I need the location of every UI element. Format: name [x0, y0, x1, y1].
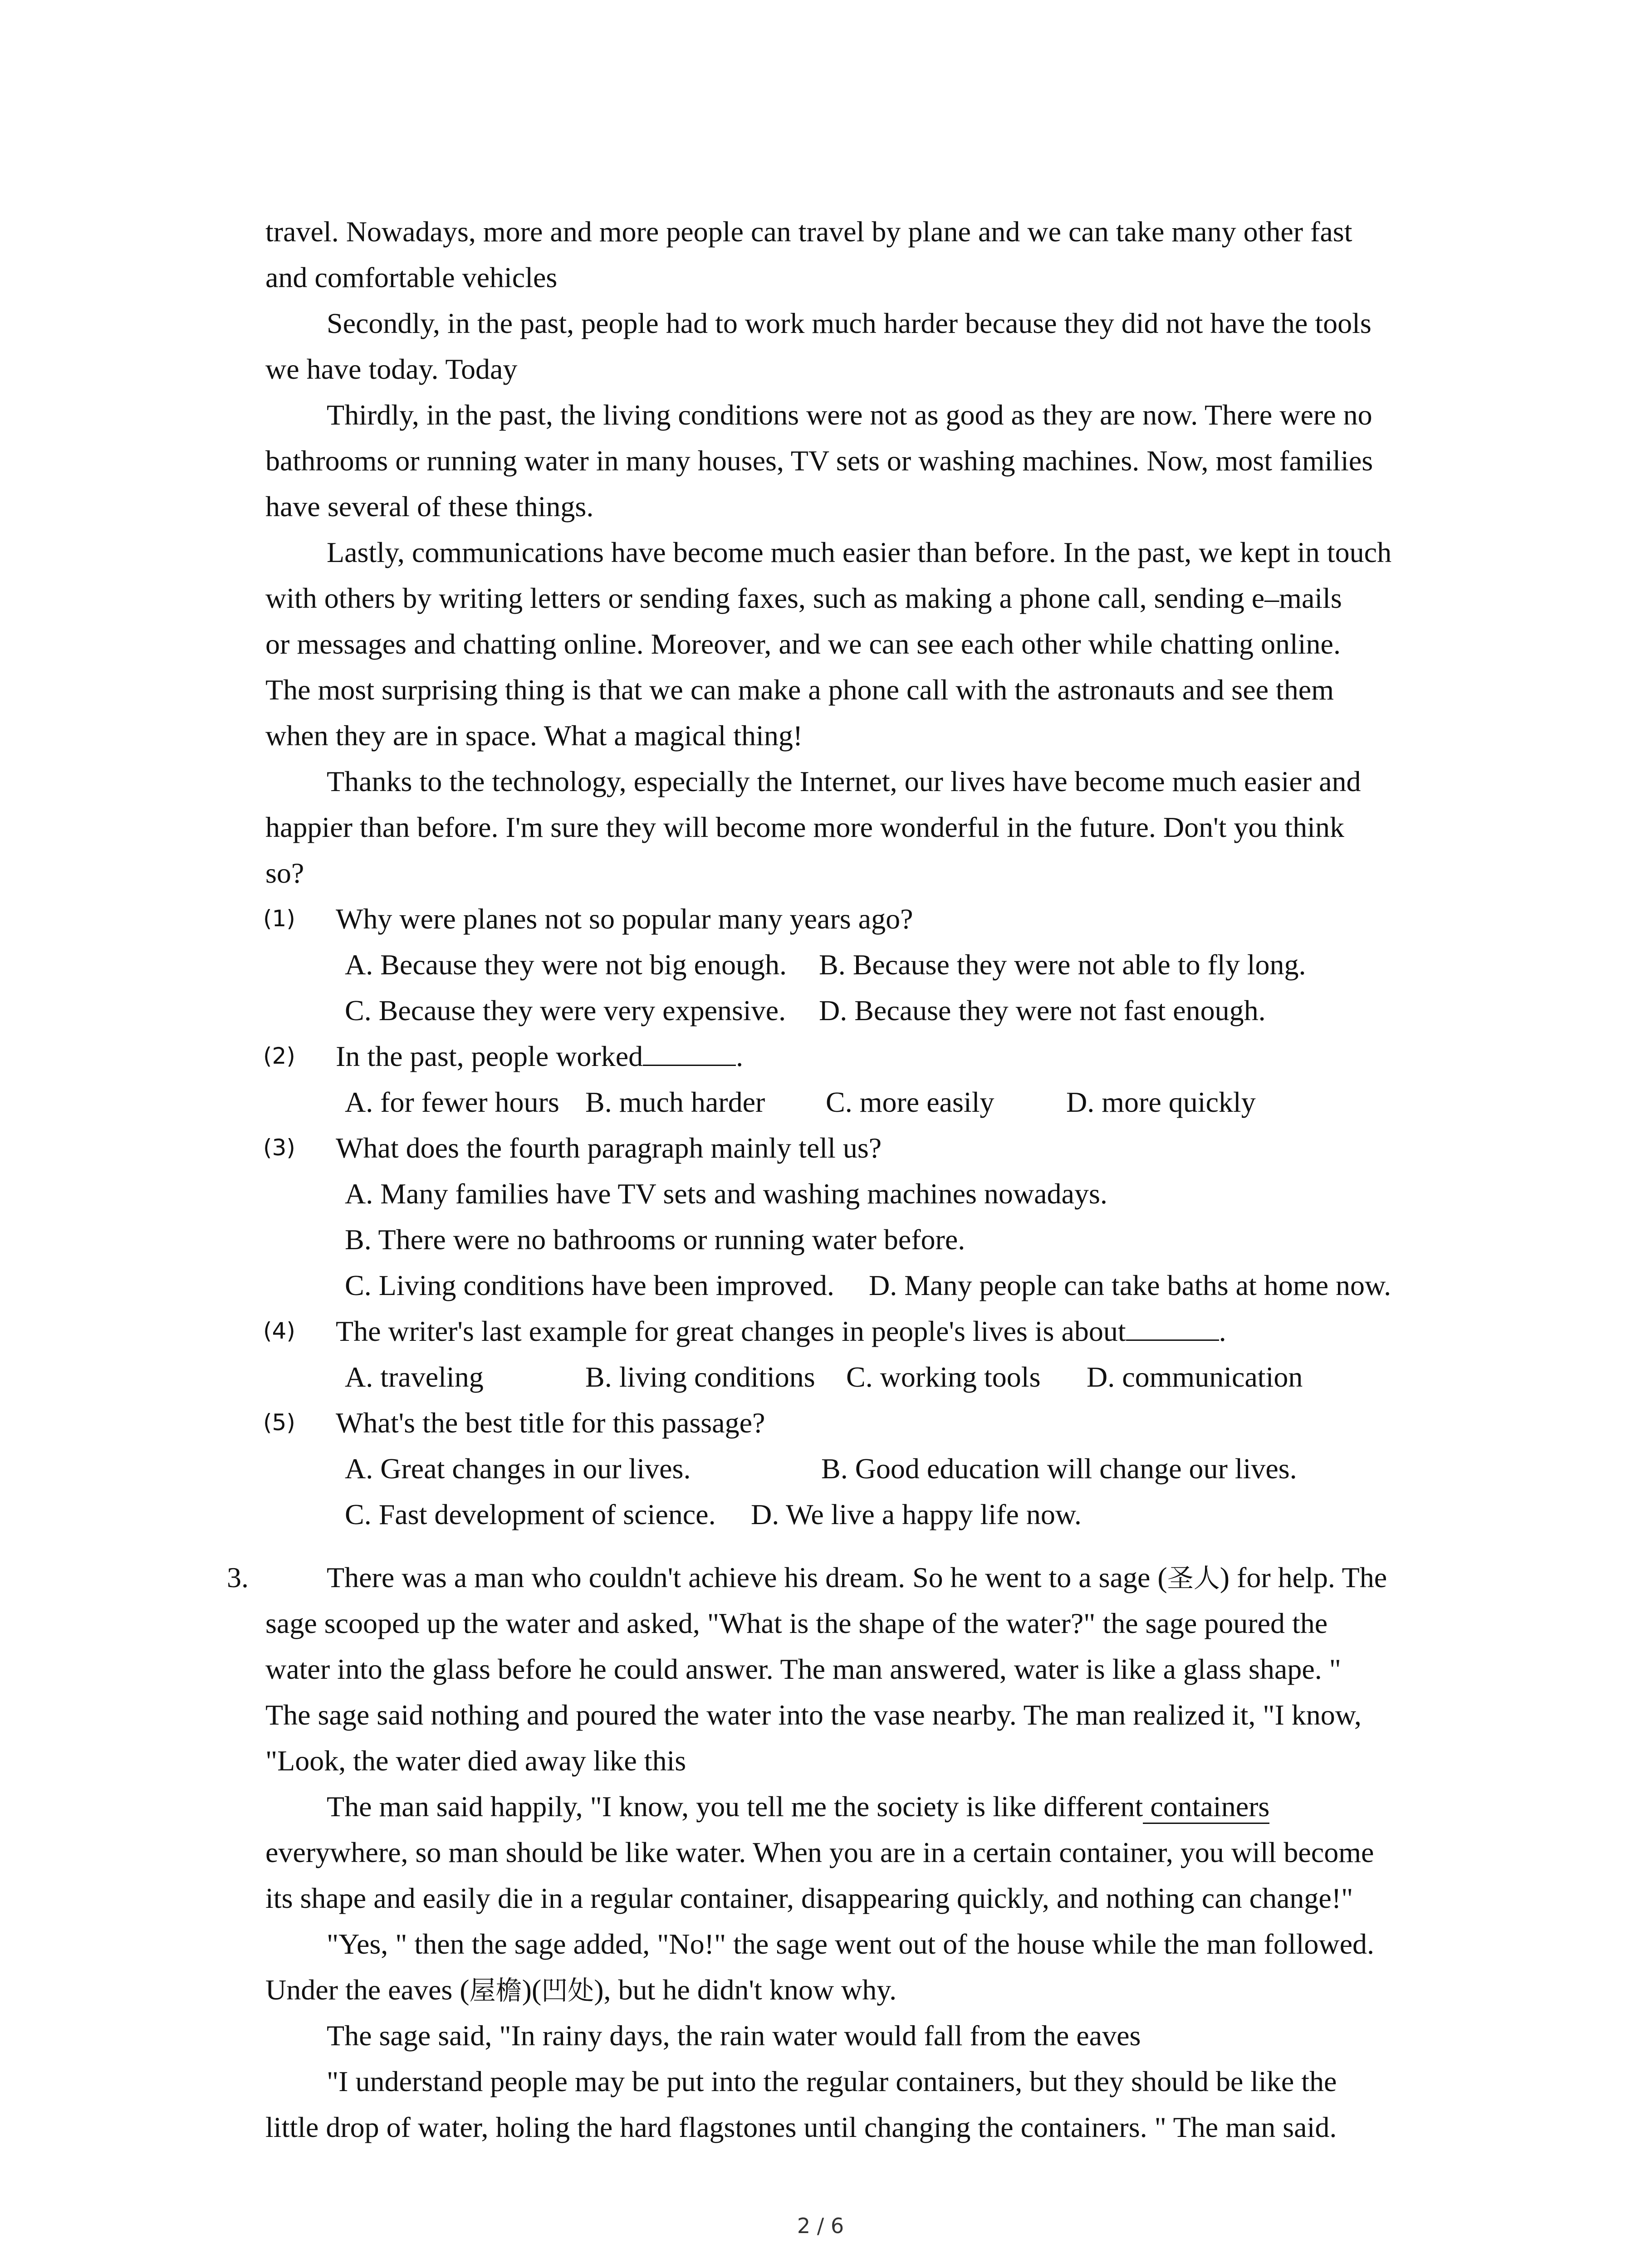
text-segment: ) for help. The — [1220, 1561, 1387, 1593]
text-line: The sage said nothing and poured the water into the vase nearby. The man realized it, "I know, — [265, 1699, 1362, 1731]
text-segment: There was a man who couldn't achieve his dream. So he went to a sage ( — [327, 1561, 1167, 1593]
text-line: when they are in space. What a magical thing! — [265, 719, 803, 752]
text-line: its shape and easily die in a regular container, disappearing quickly, and nothing can change!" — [265, 1882, 1353, 1914]
chinese-gloss: 圣人 — [1167, 1563, 1220, 1593]
question-list — [265, 896, 1463, 1537]
answer-blank — [1126, 1311, 1219, 1341]
text-line: and comfortable vehicles — [265, 261, 558, 293]
option-c: C. working tools — [846, 1361, 1041, 1393]
text-segment: The man said happily, "I know, you tell me the society is like different — [327, 1790, 1143, 1823]
option-b: B. Because they were not able to fly long. — [819, 948, 1306, 981]
text-line: "I understand people may be put into the regular containers, but they should be like the — [327, 2065, 1337, 2097]
question-4 — [265, 1308, 1463, 1354]
question-5 — [265, 1400, 1463, 1446]
option-c: C. Fast development of science. — [345, 1498, 716, 1530]
text-segment: )( — [522, 1974, 542, 2006]
question-number: (5) — [263, 1409, 295, 1436]
question-text-end: . — [1219, 1315, 1226, 1347]
answer-blank — [643, 1036, 736, 1066]
text-line: Thanks to the technology, especially the Internet, our lives have become much easier and — [327, 765, 1361, 797]
text-line: Thirdly, in the past, the living conditions were not as good as they are now. There were no — [327, 399, 1372, 431]
option-c: C. Living conditions have been improved. — [345, 1269, 834, 1301]
chinese-gloss: 屋檐 — [469, 1975, 522, 2006]
option-a: A. Many families have TV sets and washing machines nowadays. — [345, 1178, 1107, 1210]
option-b: B. There were no bathrooms or running water before. — [345, 1223, 965, 1256]
question-2 — [265, 1033, 1463, 1079]
chinese-gloss: 凹处 — [541, 1975, 594, 2006]
option-c: C. more easily — [826, 1086, 994, 1118]
option-b: B. Good education will change our lives. — [821, 1452, 1297, 1485]
question-text-end: . — [736, 1040, 744, 1072]
question-text: In the past, people worked — [336, 1040, 643, 1072]
option-d: D. Many people can take baths at home now. — [869, 1269, 1391, 1301]
text-line: everywhere, so man should be like water. When you are in a certain container, you will become — [265, 1836, 1374, 1868]
option-b: B. much harder — [585, 1086, 765, 1118]
text-line: "Look, the water died away like this — [265, 1745, 686, 1777]
passage-2 — [265, 209, 1463, 896]
question-text: Why were planes not so popular many years ago? — [336, 903, 913, 935]
text-line — [265, 1784, 1463, 1829]
text-line — [265, 1967, 1463, 2013]
page-number: 2 / 6 — [797, 2214, 844, 2238]
passage-number: 3. — [227, 1561, 249, 1593]
text-line: little drop of water, holing the hard flagstones until changing the containers. " The man said. — [265, 2111, 1337, 2143]
text-line: "Yes, " then the sage added, "No!" the sage went out of the house while the man followed. — [327, 1928, 1375, 1960]
option-row — [265, 1491, 1463, 1537]
text-line: The sage said, "In rainy days, the rain water would fall from the eaves — [327, 2019, 1141, 2052]
option-row — [265, 1217, 1463, 1262]
option-a: A. traveling — [345, 1361, 484, 1393]
text-line: sage scooped up the water and asked, "What is the shape of the water?" the sage poured the — [265, 1607, 1328, 1639]
option-a: A. Great changes in our lives. — [345, 1452, 691, 1485]
text-segment: Under the eaves ( — [265, 1974, 470, 2006]
option-row — [265, 1446, 1463, 1491]
text-line: bathrooms or running water in many houses, TV sets or washing machines. Now, most families — [265, 445, 1373, 477]
option-d: D. We live a happy life now. — [751, 1498, 1082, 1530]
option-a: A. Because they were not big enough. — [345, 948, 787, 981]
question-number: (3) — [263, 1134, 295, 1161]
question-number: (1) — [263, 905, 295, 932]
question-text: The writer's last example for great changes in people's lives is about — [336, 1315, 1126, 1347]
option-row — [265, 1171, 1463, 1217]
text-line: or messages and chatting online. Moreover, and we can see each other while chatting online. — [265, 628, 1341, 660]
text-line: water into the glass before he could answer. The man answered, water is like a glass shape. " — [265, 1653, 1341, 1685]
option-row — [265, 1079, 1463, 1125]
passage-3 — [227, 1554, 1463, 2150]
question-number: (4) — [263, 1318, 295, 1344]
question-text: What does the fourth paragraph mainly tell us? — [336, 1132, 882, 1164]
option-a: A. for fewer hours — [345, 1086, 559, 1118]
option-d: D. more quickly — [1066, 1086, 1256, 1118]
option-row — [265, 942, 1463, 987]
text-line: with others by writing letters or sending faxes, such as making a phone call, sending e–mails — [265, 582, 1342, 614]
text-segment: ), but he didn't know why. — [594, 1974, 897, 2006]
text-line — [265, 1554, 1463, 1600]
option-c: C. Because they were very expensive. — [345, 994, 786, 1026]
question-1 — [265, 896, 1463, 942]
document-body — [227, 209, 1463, 2150]
text-line: The most surprising thing is that we can make a phone call with the astronauts and see them — [265, 674, 1334, 706]
option-row — [265, 987, 1463, 1033]
text-line: Lastly, communications have become much easier than before. In the past, we kept in touch — [327, 536, 1392, 568]
option-d: D. communication — [1087, 1361, 1303, 1393]
underlined-word: containers — [1143, 1790, 1269, 1824]
text-line: Secondly, in the past, people had to work much harder because they did not have the tools — [327, 307, 1372, 339]
question-number: (2) — [263, 1043, 295, 1069]
question-3 — [265, 1125, 1463, 1171]
question-text: What's the best title for this passage? — [336, 1407, 765, 1439]
text-line: travel. Nowadays, more and more people can travel by plane and we can take many other fast — [265, 215, 1352, 248]
text-line: have several of these things. — [265, 490, 594, 523]
option-d: D. Because they were not fast enough. — [819, 994, 1266, 1026]
text-line: happier than before. I'm sure they will become more wonderful in the future. Don't you think — [265, 811, 1344, 843]
text-line: we have today. Today — [265, 353, 518, 385]
option-row — [265, 1354, 1463, 1400]
option-row — [265, 1262, 1463, 1308]
text-line: so? — [265, 857, 304, 889]
option-b: B. living conditions — [585, 1361, 815, 1393]
